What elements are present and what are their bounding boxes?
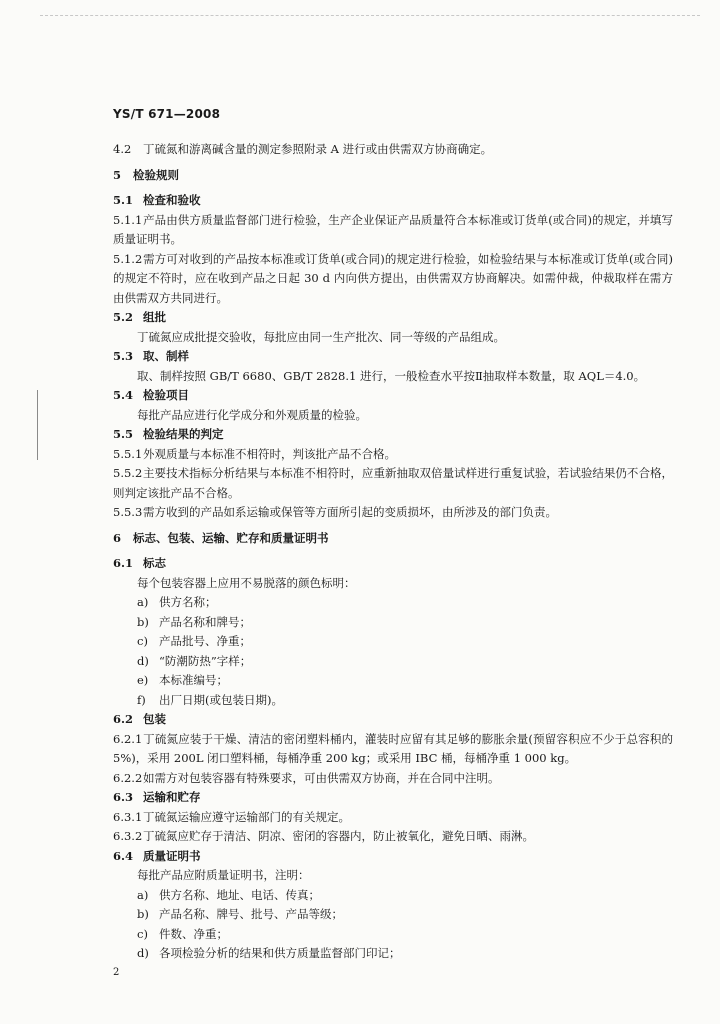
clause-5-1-2: 5.1.2需方可对收到的产品按本标准或订货单(或合同)的规定进行检验，如检验结果与本标准或订货单(或合同)的规定不符时，应在收到产品之日起 30 d 内向供方提出，由供需双方协商解决。如需仲裁，仲裁取样在需方由供需双方共同进行。 <box>113 251 673 305</box>
list-item: a) 供方名称； <box>137 595 217 609</box>
section-5-heading: 5 检验规则 <box>113 167 179 182</box>
section-6-1-heading: 6.1 标志 <box>113 556 166 570</box>
page-number: 2 <box>113 967 120 978</box>
clause-4-2: 4.2 丁硫氮和游离碱含量的测定参照附录 A 进行或由供需双方协商确定。 <box>113 142 493 156</box>
list-item: c) 件数、净重； <box>137 926 228 941</box>
section-5-2-text: 丁硫氮应成批提交验收，每批应由同一生产批次、同一等级的产品组成。 <box>137 329 505 344</box>
standard-code: YS/T 671—2008 <box>113 107 221 121</box>
section-5-3-heading: 5.3 取、制样 <box>113 349 189 363</box>
list-item: d) “防潮防热”字样； <box>137 653 252 668</box>
list-item: c) 产品批号、净重； <box>137 634 251 648</box>
section-6-4-heading: 6.4 质量证明书 <box>113 848 201 863</box>
list-item: b) 产品名称和牌号； <box>137 614 251 629</box>
list-item: b) 产品名称、牌号、批号、产品等级； <box>137 907 343 921</box>
document-body <box>113 140 673 964</box>
section-6-4-intro: 每批产品应附质量证明书，注明： <box>137 868 310 882</box>
section-6-2-heading: 6.2 包装 <box>113 712 166 726</box>
section-6-1-intro: 每个包装容器上应用不易脱落的颜色标明： <box>137 575 356 590</box>
clause-6-3-2: 6.3.2丁硫氮应贮存于清洁、阴凉、密闭的容器内，防止被氧化，避免日晒、雨淋。 <box>113 829 534 843</box>
section-5-4-text: 每批产品应进行化学成分和外观质量的检验。 <box>137 407 367 422</box>
clause-5-5-3: 5.5.3需方收到的产品如系运输或保管等方面所引起的变质损坏，由所涉及的部门负责。 <box>113 505 557 519</box>
section-6-heading: 6 标志、包装、运输、贮存和质量证明书 <box>113 530 329 545</box>
list-item: d) 各项检验分析的结果和供方质量监督部门印记； <box>137 946 401 960</box>
section-5-5-heading: 5.5 检验结果的判定 <box>113 427 224 441</box>
section-6-3-heading: 6.3 运输和贮存 <box>113 790 201 804</box>
section-5-2-heading: 5.2 组批 <box>113 310 166 324</box>
clause-6-2-1: 6.2.1丁硫氮应装于干燥、清洁的密闭塑料桶内，灌装时应留有其足够的膨胀余量(预留容积应不少于总容积的 5%)，采用 200L 闭口塑料桶，每桶净重 200 kg；或采用 IBC 桶，每桶净重 1 000 kg。 <box>113 731 673 765</box>
list-item: a) 供方名称、地址、电话、传真； <box>137 887 320 902</box>
clause-6-3-1: 6.3.1丁硫氮运输应遵守运输部门的有关规定。 <box>113 809 350 824</box>
clause-5-5-2: 5.5.2主要技术指标分析结果与本标准不相符时，应重新抽取双倍量试样进行重复试验，若试验结果仍不合格，则判定该批产品不合格。 <box>113 466 673 500</box>
list-item: f) 出厂日期(或包装日期)。 <box>137 692 283 707</box>
clause-5-1-1: 5.1.1产品由供方质量监督部门进行检验，生产企业保证产品质量符合本标准或订货单(或合同)的规定，并填写质量证明书。 <box>113 212 673 246</box>
section-5-1-heading: 5.1 检查和验收 <box>113 193 201 207</box>
section-5-3-text: 取、制样按照 GB/T 6680、GB/T 2828.1 进行，一般检查水平按Ⅱ抽取样本数量，取 AQL＝4.0。 <box>137 368 646 383</box>
section-5-4-heading: 5.4 检验项目 <box>113 388 189 402</box>
list-item: e) 本标准编号； <box>137 673 228 687</box>
clause-5-5-1: 5.5.1外观质量与本标准不相符时，判该批产品不合格。 <box>113 446 396 461</box>
clause-6-2-2: 6.2.2如需方对包装容器有特殊要求，可由供需双方协商，并在合同中注明。 <box>113 770 500 785</box>
